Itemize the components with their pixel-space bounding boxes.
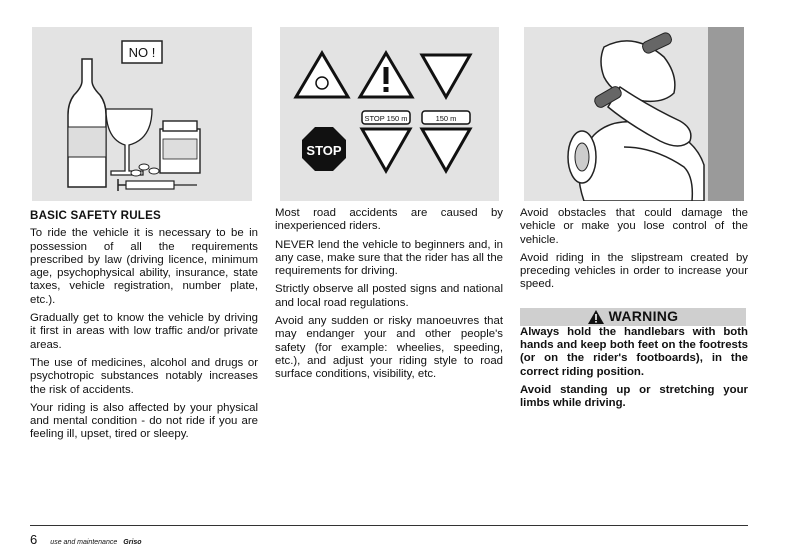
warning-banner (520, 308, 746, 326)
paragraph: Avoid riding in the slipstream created by preceding vehicles in order to increase your speed. (520, 251, 748, 291)
alcohol-drugs-drawing (32, 27, 252, 201)
section-heading: BASIC SAFETY RULES (30, 209, 161, 222)
column-right (520, 207, 748, 416)
paragraph: Your riding is also affected by your physical and mental condition - do not ride if you are feeling ill, upset, tired or sleepy. (30, 401, 258, 441)
bottle-icon (68, 59, 106, 187)
syringe-icon (126, 181, 174, 189)
paragraph: Strictly observe all posted signs and national and local road regulations. (275, 283, 503, 309)
paragraph: To ride the vehicle it is necessary to be in possession of all the requirements prescribed by law (driving licence, minimum age, psychophysical ability, insurance, state taxes, vehicle registration, number plate, etc.). (30, 227, 258, 306)
footer-divider (30, 525, 748, 526)
stop-distance-text: STOP 150 m (364, 114, 408, 123)
paragraph: The use of medicines, alcohol and drugs or psychotropic substances notably increases the risk of accidents. (30, 356, 258, 396)
no-sign-text: NO ! (128, 45, 156, 60)
rider-drawing (524, 27, 744, 201)
road-signs-drawing (280, 27, 499, 201)
page-number: 6 (30, 532, 38, 547)
warning-title: WARNING (608, 308, 679, 325)
warning-text: Always hold the handlebars with both hands and keep both feet on the footrests (or on the rider's footboards), in the correct riding position. (520, 325, 748, 378)
illustration-alcohol-drugs (32, 27, 252, 201)
column-middle (275, 207, 503, 387)
footer-model: Griso (123, 539, 142, 546)
paragraph: Avoid obstacles that could damage the vehicle or make you lose control of the vehicle. (520, 207, 748, 246)
wall-shape (708, 27, 744, 201)
give-way-sign-icon-3 (422, 129, 470, 171)
paragraph: Gradually get to know the vehicle by driving it first in areas with low traffic and/or private areas. (30, 312, 258, 351)
column-left (30, 207, 258, 447)
warning-text-2: Avoid standing up or stretching your limbs while driving. (520, 383, 748, 410)
footer-section: use and maintenance (50, 539, 118, 546)
illustration-road-signs (280, 27, 499, 201)
warning-triangle-icon (588, 310, 604, 324)
footer (30, 532, 142, 547)
paragraph: Most road accidents are caused by inexperienced riders. (275, 207, 503, 233)
paragraph: NEVER lend the vehicle to beginners and, in any case, make sure that the rider has all the requirements for driving. (275, 238, 503, 278)
distance-text: 150 m (435, 114, 457, 123)
roundabout-sign-icon (296, 53, 348, 97)
give-way-sign-icon (422, 55, 470, 97)
give-way-sign-icon-2 (362, 129, 410, 171)
stop-sign-text: STOP (306, 143, 342, 158)
paragraph: Avoid any sudden or risky manoeuvres that may endanger your and other people's safety (for example: wheelies, speeding, etc.), and adjust your riding style to road surface conditions, visibility, etc. (275, 315, 503, 381)
illustration-rider (524, 27, 744, 201)
